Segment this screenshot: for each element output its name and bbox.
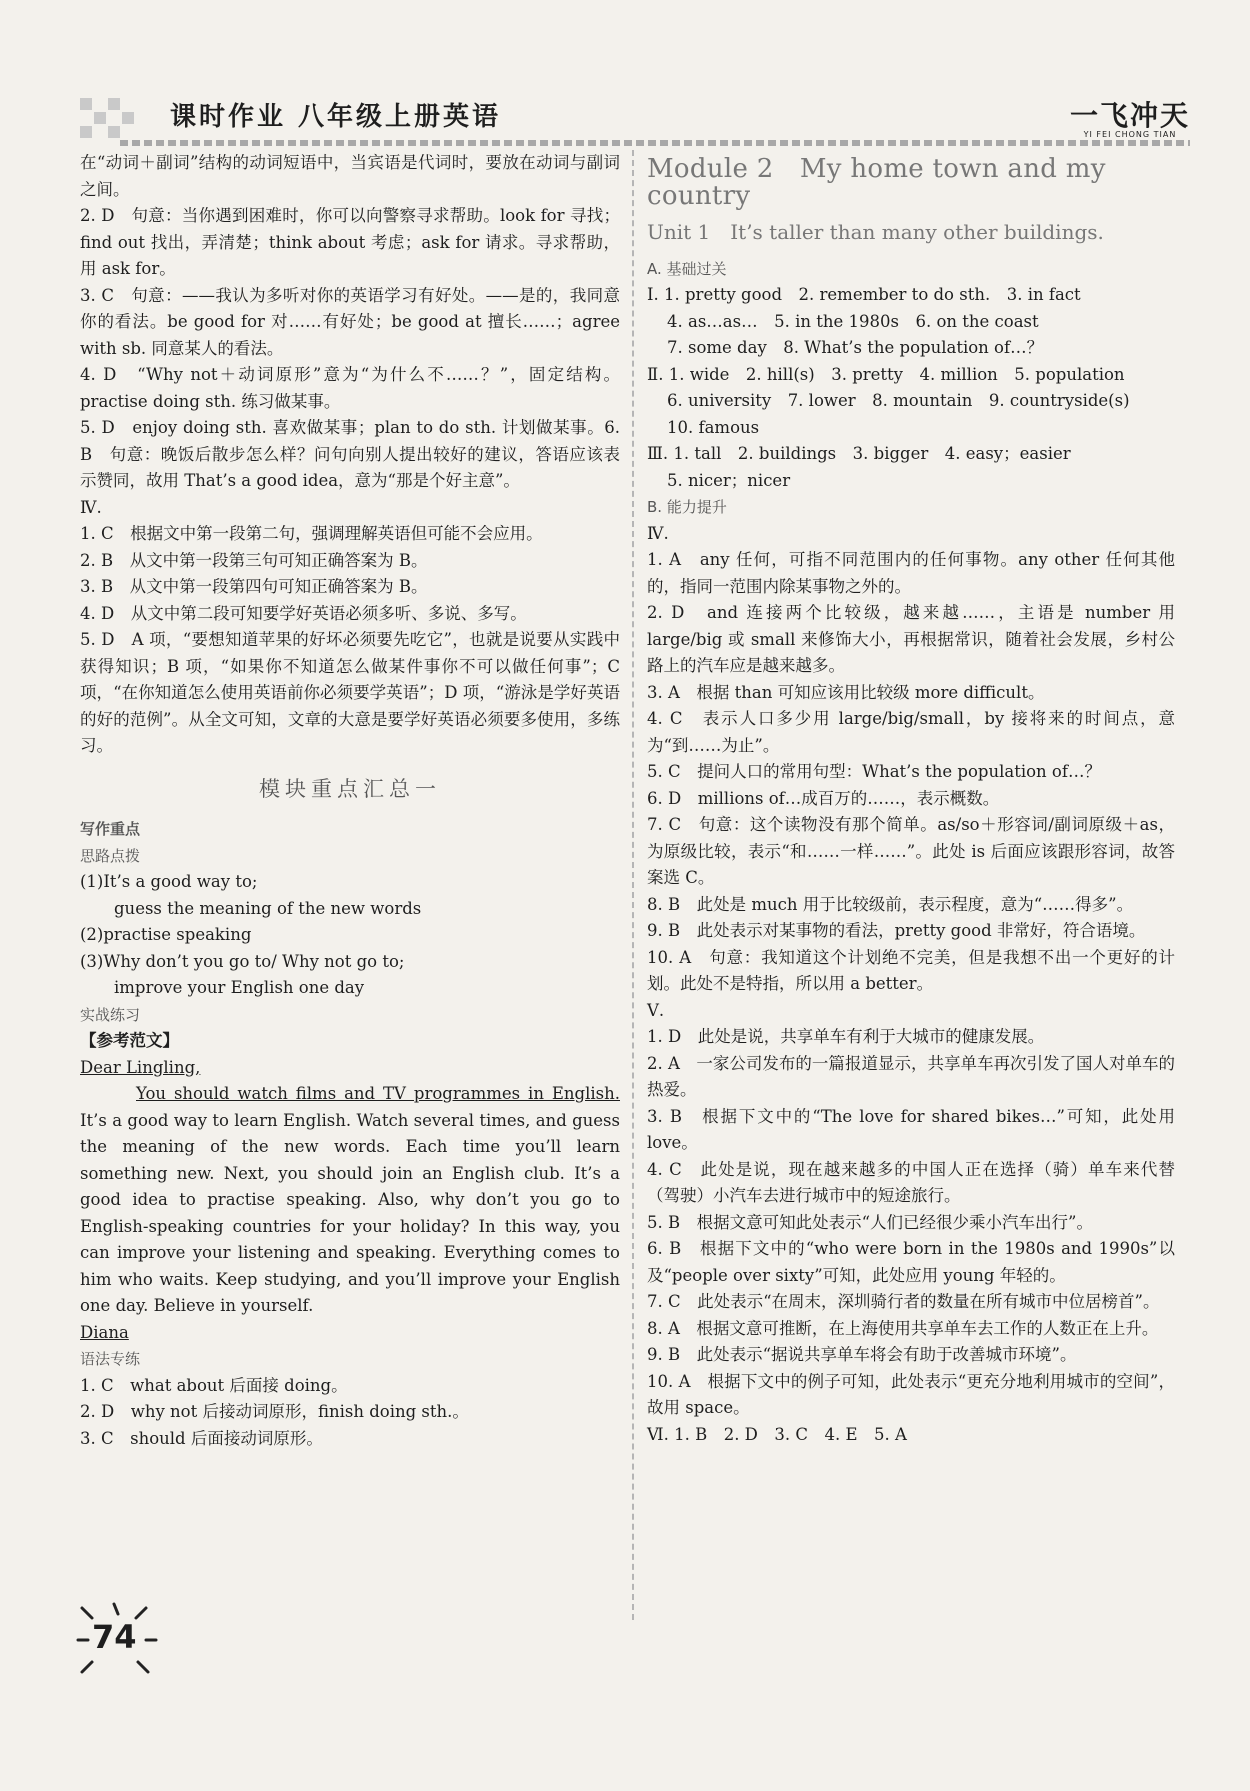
essay-signature (80, 1320, 620, 1347)
header-decoration (80, 98, 150, 140)
answer-item: 10. A 根据下文中的例子可知，此处表示“更充分地利用城市的空间”，故用 space。 (647, 1371, 1175, 1417)
answer-item: 9. B 此处表示对某事物的看法，pretty good 非常好，符合语境。 (647, 921, 1146, 940)
answer-line: Ⅵ. 1. B 2. D 3. C 4. E 5. A (647, 1424, 907, 1444)
answer-item: 1. C what about 后面接 doing。 (80, 1375, 348, 1395)
answer-item: 4. C 此处是说，现在越来越多的中国人正在选择（骑）单车来代替（驾驶）小汽车去进行城市中的短途旅行。 (647, 1159, 1175, 1205)
answer-line: 7. some day 8. What’s the population of…？ (667, 338, 1044, 357)
answer-item: 6. D millions of…成百万的……，表示概数。 (647, 788, 1000, 808)
section-numeral: Ⅴ. (647, 1000, 665, 1020)
essay-greeting: Dear Lingling, (80, 1057, 201, 1077)
answer-line: 6. university 7. lower 8. mountain 9. countryside(s) (667, 391, 1130, 410)
grammar-heading: 语法专练 (80, 1350, 141, 1368)
header-rule (120, 140, 1190, 146)
answer-line: Ⅱ. 1. wide 2. hill(s) 3. pretty 4. million 5. population (647, 364, 1125, 384)
answer-item: 5. B 根据文意可知此处表示“人们已经很少乘小汽车出行”。 (647, 1212, 1093, 1232)
answer-line: 5. nicer；nicer (667, 470, 791, 490)
essay-body (80, 1081, 620, 1320)
answer-item: 4. C 表示人口多少用 large/big/small，by 接将来的时间点，意为“到……为止”。 (647, 709, 1175, 755)
answer-item: 9. B 此处表示“据说共享单车将会有助于改善城市环境”。 (647, 1345, 1077, 1364)
section-numeral: Ⅳ. (647, 523, 669, 543)
section-numeral: Ⅳ. (80, 497, 102, 517)
reference-heading: 【参考范文】 (80, 1031, 179, 1050)
answer-item: 1. A any 任何，可指不同范围内的任何事物。any other 任何其他的，指同一范围内除某事物之外的。 (647, 550, 1175, 596)
writing-point: guess the meaning of the new words (114, 898, 422, 918)
answer-item: 7. C 此处表示“在周末，深圳骑行者的数量在所有城市中位居榜首”。 (647, 1292, 1160, 1311)
answer-item: 8. A 根据文意可推断，在上海使用共享单车去工作的人数正在上升。 (647, 1318, 1159, 1338)
summary-heading: 模块重点汇总一 (259, 776, 441, 801)
answer-line: 4. as…as… 5. in the 1980s 6. on the coast (667, 311, 1039, 331)
answer-line: Ⅲ. 1. tall 2. buildings 3. bigger 4. easy；easier (647, 444, 1071, 463)
answer-item: 2. B 从文中第一段第三句可知正确答案为 B。 (80, 550, 428, 570)
answer-item: 8. B 此处是 much 用于比较级前，表示程度，意为“……得多”。 (647, 894, 1134, 914)
idea-heading: 思路点拨 (80, 846, 141, 865)
answer-item: 4. D 从文中第二段可知要学好英语必须多听、多说、多写。 (80, 603, 527, 623)
answer-item: 3. B 根据下文中的“The love for shared bikes…”可知，此处用 love。 (647, 1106, 1175, 1152)
answer-item: 1. C 根据文中第一段第二句，强调理解英语但可能不会应用。 (80, 524, 543, 543)
answer-line: 10. famous (667, 417, 760, 437)
answer-item: 6. B 根据下文中的“who were born in the 1980s and 1990s”以及“people over sixty”可知，此处应用 young 年轻的。 (647, 1239, 1175, 1285)
basic-heading: A. 基础过关 (647, 259, 727, 278)
unit-title: Unit 1 It’s taller than many other buildings. (647, 220, 1104, 244)
page-header (80, 90, 1190, 150)
advanced-heading: B. 能力提升 (647, 498, 727, 516)
answer-item: 2. D why not 后接动词原形，finish doing sth.。 (80, 1402, 469, 1421)
logo-text: 一飞冲天 (1069, 99, 1190, 132)
writing-point: (3)Why don’t you go to/ Why not go to; (80, 951, 405, 971)
essay-underlined: You should watch films and TV programmes in English. (136, 1084, 620, 1103)
answer-line: Ⅰ. 1. pretty good 2. remember to do sth. 3. in fact (647, 285, 1081, 304)
header-title: 课时作业 八年级上册英语 (170, 102, 502, 132)
column-divider (632, 150, 634, 1620)
module-title: Module 2 My home town and my country (647, 154, 1106, 211)
essay-text: It’s a good way to learn English. Watch several times, and guess the meaning of the new words. Each time you’ll learn something new. Next, you should join an English club. It’s a good idea to practise speaking. Also, why don’t you go to English-speaking countries for your holiday? In this way, you can improve your listening and speaking. Everything comes to him who waits. Keep studying, and you’ll improve your English one day. Believe in yourself. (80, 1110, 620, 1315)
right-column (647, 150, 1175, 1448)
answer-item: 2. A 一家公司发布的一篇报道显示，共享单车再次引发了国人对单车的热爱。 (647, 1053, 1175, 1099)
writing-heading: 写作重点 (80, 820, 141, 838)
left-column (80, 150, 620, 1452)
answer-item: 4. D “Why not＋动词原形”意为“为什么不……？”，固定结构。practise doing sth. 练习做某事。 (80, 365, 620, 411)
answer-item: 10. A 句意：我知道这个计划绝不完美，但是我想不出一个更好的计划。此处不是特指，所以用 a better。 (647, 947, 1175, 993)
writing-point: (1)It’s a good way to; (80, 872, 258, 891)
signature-name: Diana (80, 1322, 129, 1342)
brand-logo (1070, 94, 1190, 139)
answer-item: 3. C should 后面接动词原形。 (80, 1428, 323, 1448)
practice-heading: 实战练习 (80, 1005, 141, 1024)
answer-item: 3. C 句意：——我认为多听对你的英语学习有好处。——是的，我同意你的看法。be good for 对……有好处；be good at 擅长……；agree with sb. 同意某人的看法。 (80, 285, 620, 358)
answer-item: 3. B 从文中第一段第四句可知正确答案为 B。 (80, 577, 428, 596)
answer-item: 5. D A 项，“要想知道苹果的好坏必须要先吃它”，也就是说要从实践中获得知识；B 项，“如果你不知道怎么做某件事你不可以做任何事”；C 项，“在你知道怎么使用英语前你必须要学英语”；D 项，“游泳是学好英语的好的范例”。从全文可知，文章的大意是要学好英语必须要多使用，多练习。 (80, 630, 620, 755)
answer-item: 1. D 此处是说，共享单车有利于大城市的健康发展。 (647, 1027, 1045, 1046)
writing-point: improve your English one day (114, 978, 365, 997)
answer-item: 2. D and 连接两个比较级，越来越……，主语是 number 用 large/big 或 small 来修饰大小，再根据常识，随着社会发展，乡村公路上的汽车应是越来越多。 (647, 603, 1175, 675)
answer-item: 3. A 根据 than 可知应该用比较级 more difficult。 (647, 682, 1045, 702)
answer-item: 5. C 提问人口的常用句型：What’s the population of…？ (647, 762, 1101, 781)
answer-item: 2. D 句意：当你遇到困难时，你可以向警察寻求帮助。look for 寻找；find out 找出，弄清楚；think about 考虑；ask for 请求。寻求帮助，用 ask for。 (80, 206, 620, 278)
answer-item: 5. D enjoy doing sth. 喜欢做某事；plan to do sth. 计划做某事。6. B 句意：晚饭后散步怎么样？问句向别人提出较好的建议，答语应该表示赞同，故用 That’s a good idea，意为“那是个好主意”。 (80, 418, 620, 490)
answer-item: 7. C 句意：这个读物没有那个简单。as/so＋形容词/副词原级＋as，为原级比较，表示“和……一样……”。此处 is 后面应该跟形容词，故答案选 C。 (647, 815, 1175, 887)
answer-text: 在“动词＋副词”结构的动词短语中，当宾语是代词时，要放在动词与副词之间。 (80, 153, 620, 199)
page-number: 74 (92, 1618, 137, 1656)
writing-point: (2)practise speaking (80, 925, 252, 944)
logo-subtext: YI FEI CHONG TIAN (1083, 130, 1177, 139)
